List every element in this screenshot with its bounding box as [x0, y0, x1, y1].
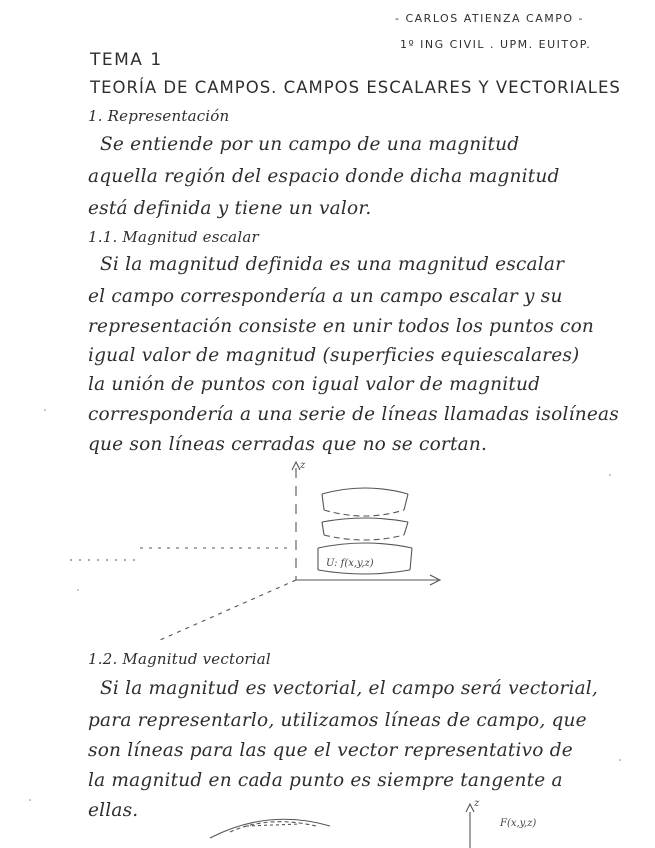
page-title: TEORÍA DE CAMPOS. CAMPOS ESCALARES Y VECTORIALES [90, 78, 621, 97]
section-1-1-line: el campo correspondería a un campo escalar y su [88, 286, 563, 307]
section-1-line: está definida y tiene un valor. [88, 198, 372, 219]
field-line [210, 819, 330, 838]
section-1-1-line: la unión de puntos con igual valor de magnitud [88, 374, 541, 395]
section-1-2-line: son líneas para las que el vector representativo de [88, 740, 573, 761]
section-1-1-heading: 1.1. Magnitud escalar [88, 228, 259, 246]
author-line-2: 1º ING CIVIL . UPM. EUITOP. [400, 38, 592, 51]
section-1-heading: 1. Representación [88, 107, 230, 125]
section-1-2-line: ellas. [88, 800, 139, 821]
field-line [230, 822, 316, 832]
author-line-1: - CARLOS ATIENZA CAMPO - [395, 12, 585, 25]
surface-label: U: f(x,y,z) [326, 558, 374, 569]
section-1-2-heading: 1.2. Magnitud vectorial [88, 650, 271, 668]
surface-side [322, 494, 408, 510]
section-1-1-line: representación consiste en unir todos los puntos con [88, 316, 595, 337]
vector-label: F(x,y,z) [500, 818, 537, 829]
surface-curve [322, 488, 408, 494]
tema-heading: TEMA 1 [90, 50, 163, 70]
section-1-line: Se entiende por un campo de una magnitud [100, 134, 520, 155]
surface-side [322, 522, 408, 535]
z-axis-arrow [466, 804, 474, 812]
z-axis-label: z [474, 798, 480, 809]
section-1-line: aquella región del espacio donde dicha magnitud [88, 166, 560, 187]
section-1-1-line: que son líneas cerradas que no se cortan. [88, 434, 488, 455]
surface-curve [318, 570, 410, 574]
surface-curve [322, 518, 408, 522]
section-1-2-line: para representarlo, utilizamos líneas de campo, que [88, 710, 587, 731]
field-line [246, 824, 300, 826]
surface-curve [318, 543, 412, 548]
x-axis [160, 580, 296, 640]
section-1-2-line: Si la magnitud es vectorial, el campo será vectorial, [100, 678, 598, 699]
section-1-1-line: igual valor de magnitud (superficies equiescalares) [88, 345, 580, 366]
surface-curve [324, 535, 404, 540]
surface-curve [324, 510, 404, 516]
section-1-1-line: correspondería a una serie de líneas llamadas isolíneas [88, 404, 619, 425]
section-1-1-line: Si la magnitud definida es una magnitud escalar [100, 254, 565, 275]
z-axis-label: z [300, 460, 306, 471]
section-1-2-line: la magnitud en cada punto es siempre tangente a [88, 770, 563, 791]
